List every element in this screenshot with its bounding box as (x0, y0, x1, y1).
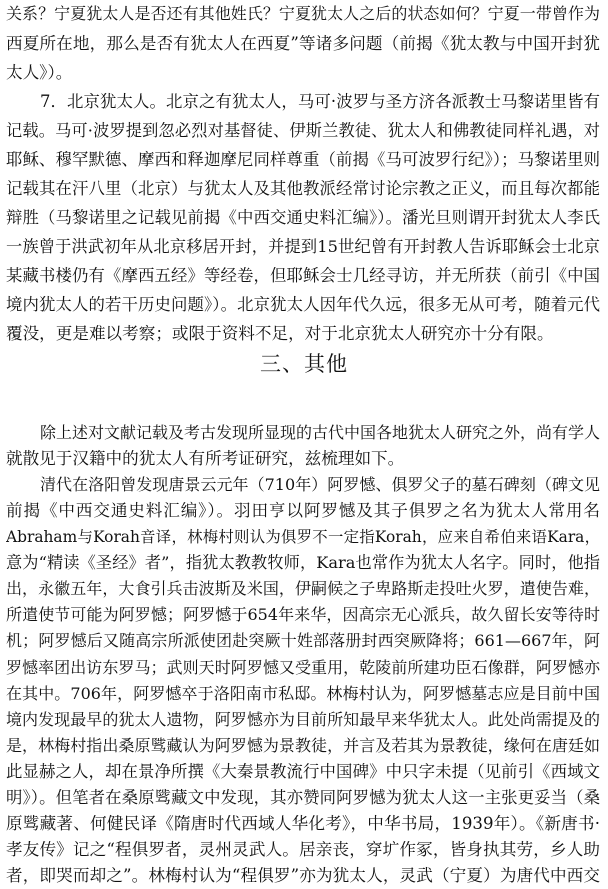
text-line: 记载。马可·波罗提到忽必烈对基督徒、伊斯兰教徒、犹太人和佛教徒同样礼遇，对 (6, 121, 600, 140)
text-line: 某藏书楼仍有《摩西五经》等经卷，但耶稣会士几经寻访，并无所获（前引《中国 (6, 266, 600, 285)
paragraph-start: 除上述对文献记载及考古发现所显现的古代中国各地犹太人研究之外，尚有学人 (40, 423, 600, 442)
text-line: 意为“精读《圣经》者”，指犹太教教牧师，Kara也常作为犹太人名字。同时，他指 (6, 553, 600, 572)
text-line: 辩胜（马黎诺里之记载见前揭《中西交通史料汇编》）。潘光旦则谓开封犹太人李氏 (6, 208, 600, 227)
text-line: 记载其在汗八里（北京）与犹太人及其他教派经常讨论宗教之正义，而且每次都能 (6, 179, 600, 198)
text-line: 耶稣、穆罕默德、摩西和释迦摩尼同样尊重（前揭《马可波罗行纪》）；马黎诺里则 (6, 150, 600, 169)
text-line: 覆没，更是难以考察；或限于资料不足，对于北京犹太人研究亦十分有限。 (6, 324, 554, 343)
text-line: 出，永徽五年，大食引兵击波斯及米国，伊嗣候之子卑路斯走投吐火罗，遣使告难， (6, 579, 600, 598)
text-line: 所遣使节可能为阿罗憾；阿罗憾于654年来华，因高宗无心派兵，故久留长安等待时 (6, 605, 600, 624)
text-line: 西夏所在地，那么是否有犹太人在西夏”等诸多问题（前揭《犹太教与中国开封犹 (6, 34, 600, 53)
text-line: 境内发现最早的犹太人遗物，阿罗憾亦为目前所知最早来华犹太人。此处尚需提及的 (6, 710, 600, 729)
text-line: 一族曾于洪武初年从北京移居开封，并提到15世纪曾有开封教人告诉耶稣会士北京 (6, 237, 600, 256)
paragraph-start: 清代在洛阳曾发现唐景云元年（710年）阿罗憾、俱罗父子的墓石碑刻（碑文见 (40, 475, 600, 494)
section-heading: 三、其他 (260, 352, 348, 376)
text-line: 罗憾率团出访东罗马；武则天时阿罗憾又受重用，乾陵前所建功臣石像群，阿罗憾亦 (6, 658, 600, 677)
text-line: 明》）。但笔者在桑原骘藏文中发现，其亦赞同阿罗憾为犹太人这一主张更妥当（桑 (6, 788, 600, 807)
text-line: 关系？宁夏犹太人是否还有其他姓氏？宁夏犹太人之后的状态如何？宁夏一带曾作为 (6, 4, 600, 23)
text-line: 在其中。706年，阿罗憾卒于洛阳南市私邸。林梅村认为，阿罗憾墓志应是目前中国 (6, 684, 600, 703)
paragraph-start: 7．北京犹太人。北京之有犹太人，马可·波罗与圣方济各派教士马黎诺里皆有 (40, 92, 600, 111)
text-line: 原骘藏著、何健民译《隋唐时代西域人华化考》，中华书局，1939年）。《新唐书· (6, 814, 600, 833)
text-line: 机；阿罗憾后又随高宗所派使团赴突厥十姓部落册封西突厥降将；661—667年，阿 (6, 631, 600, 650)
text-line: Abraham与Korah音译，林梅村则认为俱罗不一定指Korah，应来自希伯来语Kara， (6, 528, 600, 546)
text-line: 者，即哭而却之”。林梅村认为“程俱罗”亦为犹太人，灵武（宁夏）为唐代中西交 (6, 866, 600, 885)
text-line: 太人》）。 (6, 63, 73, 82)
text-line: 境内犹太人的若干历史问题》）。北京犹太人因年代久远，很多无从可考，随着元代 (6, 295, 600, 314)
text-line: 孝友传》记之“程俱罗者，灵州灵武人。居亲丧，穿圹作冢，皆身执其劳，乡人助 (6, 840, 600, 859)
text-line: 是，林梅村指出桑原骘藏认为阿罗憾为景教徒，并言及若其为景教徒，缘何在唐廷如 (6, 736, 600, 755)
text-line: 前揭《中西交通史料汇编》）。羽田亨以阿罗憾及其子俱罗之名为犹太人常用名 (6, 501, 600, 520)
text-line: 此显赫之人，却在景净所撰《大秦景教流行中国碑》中只字未提（见前引《西域文 (6, 762, 600, 781)
text-line: 就散见于汉籍中的犹太人有所考证研究，兹梳理如下。 (6, 449, 405, 468)
